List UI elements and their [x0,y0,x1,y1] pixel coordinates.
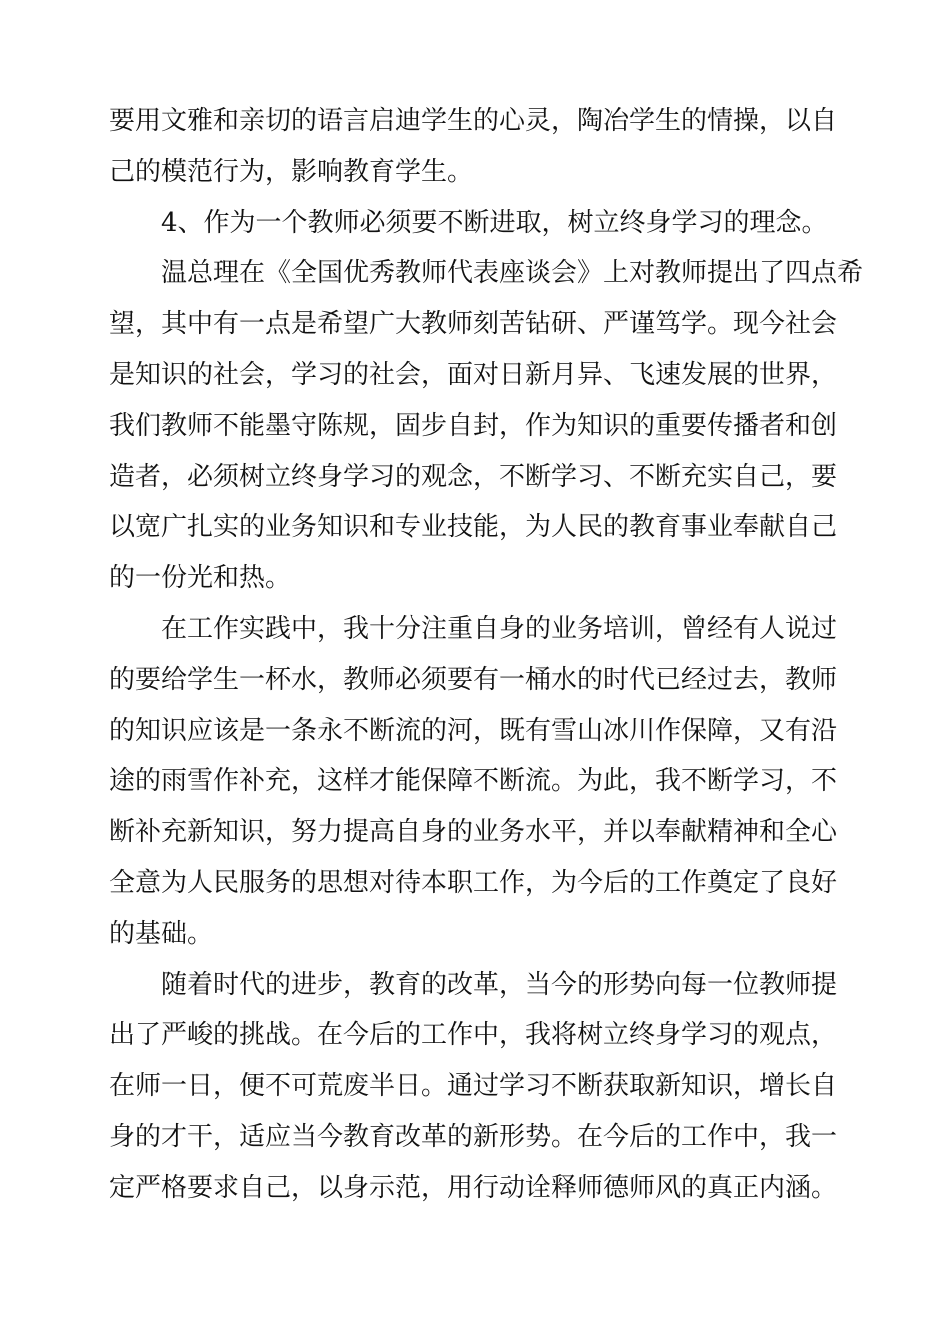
text-line: 我们教师不能墨守陈规，固步自封，作为知识的重要传播者和创 [109,410,838,441]
document-body [109,96,864,1214]
text-line: 在工作实践中，我十分注重自身的业务培训，曾经有人说过 [161,613,838,644]
text-line: 在师一日，便不可荒废半日。通过学习不断获取新知识，增长自 [109,1071,838,1102]
text-line: 全意为人民服务的思想对待本职工作，为今后的工作奠定了良好 [109,867,838,898]
text-line: 己的模范行为，影响教育学生。 [109,156,474,187]
text-line: 出了严峻的挑战。在今后的工作中，我将树立终身学习的观点， [109,1020,838,1051]
text-line: 的一份光和热。 [109,563,292,594]
text-line: 身的才干，适应当今教育改革的新形势。在今后的工作中，我一 [109,1121,838,1152]
text-line: 的要给学生一杯水，教师必须要有一桶水的时代已经过去，教师 [109,664,838,695]
text-line: 望，其中有一点是希望广大教师刻苦钻研、严谨笃学。现今社会 [109,309,838,340]
text-line: 定严格要求自己，以身示范，用行动诠释师德师风的真正内涵。 [109,1172,838,1203]
text-line: 断补充新知识，努力提高自身的业务水平，并以奉献精神和全心 [109,817,838,848]
text-line: 是知识的社会，学习的社会，面对日新月异、飞速发展的世界， [109,359,838,390]
text-line: 造者，必须树立终身学习的观念，不断学习、不断充实自己，要 [109,461,838,492]
text-line: 随着时代的进步，教育的改革，当今的形势向每一位教师提 [161,969,838,1000]
section-heading-line: 4、作为一个教师必须要不断进取，树立终身学习的理念。 [161,207,828,238]
text-line: 要用文雅和亲切的语言启迪学生的心灵，陶冶学生的情操，以自 [109,106,838,136]
text-line: 以宽广扎实的业务知识和专业技能，为人民的教育事业奉献自己 [109,512,838,543]
text-line: 的基础。 [109,918,214,949]
text-line: 温总理在《全国优秀教师代表座谈会》上对教师提出了四点希 [161,258,864,289]
text-line: 途的雨雪作补充，这样才能保障不断流。为此，我不断学习，不 [109,766,838,797]
text-line: 的知识应该是一条永不断流的河，既有雪山冰川作保障，又有沿 [109,715,838,746]
